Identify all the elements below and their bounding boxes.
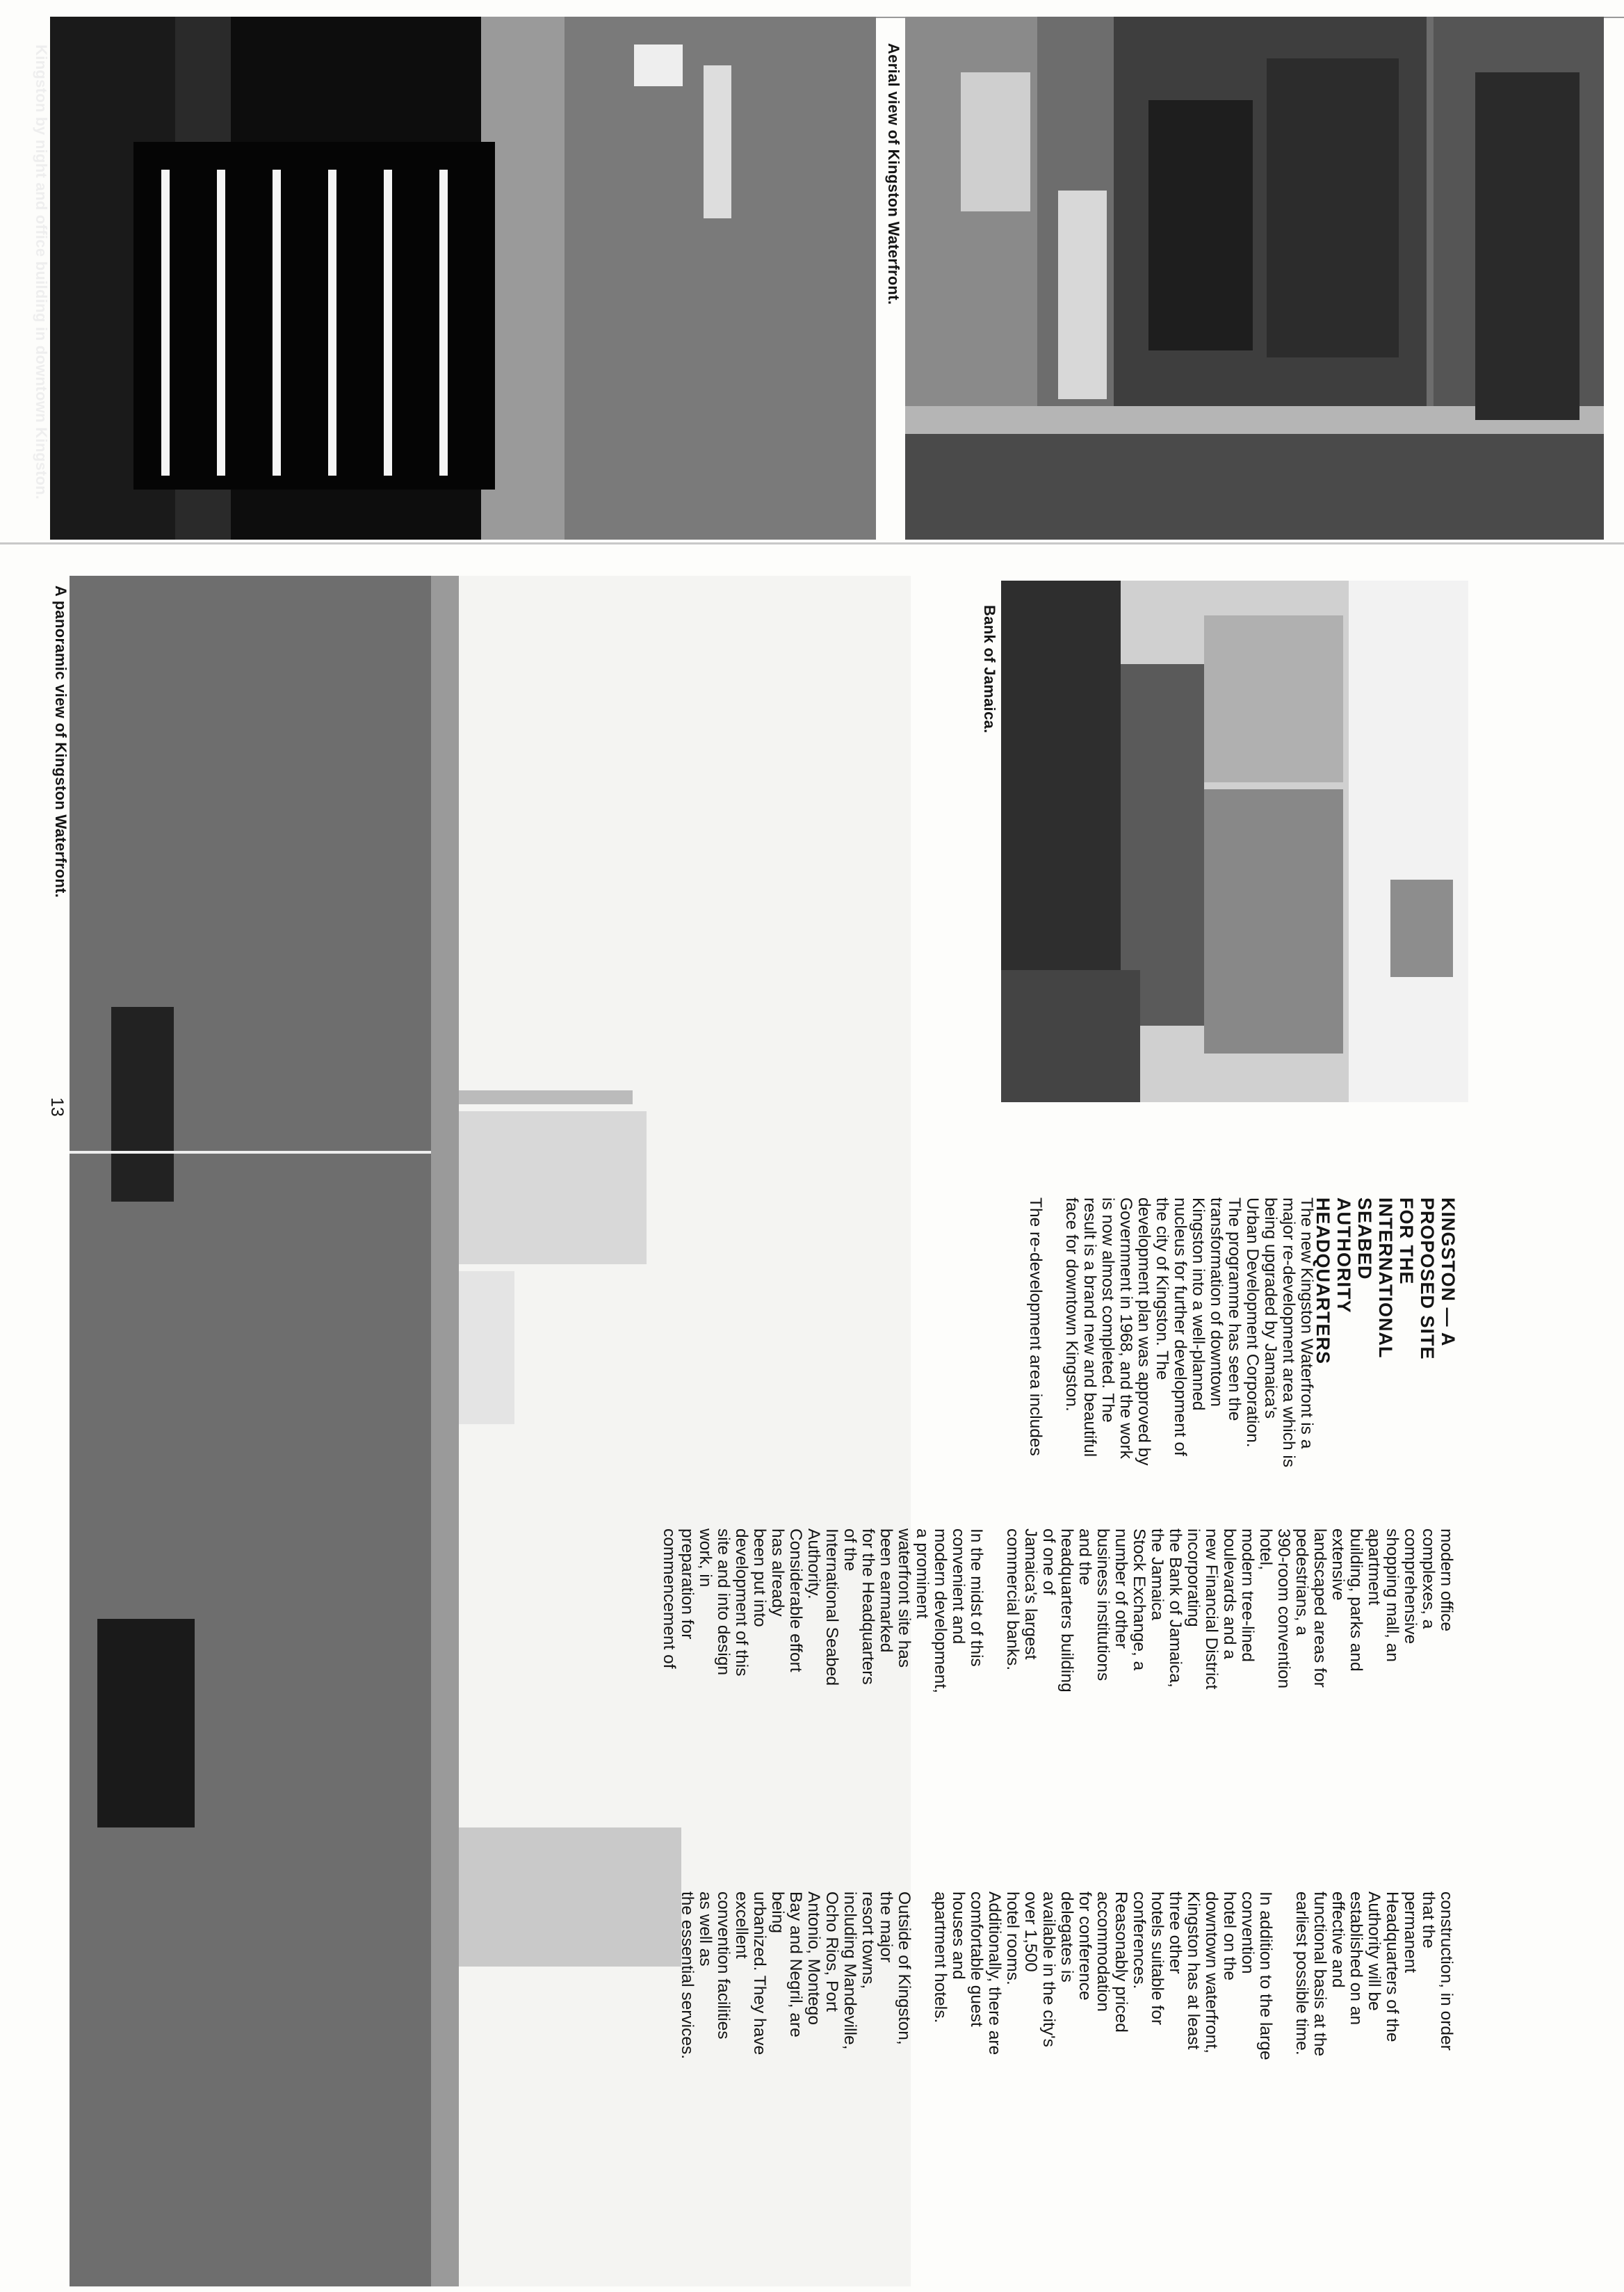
body-line: available in the city's over 1,500 [1021, 1891, 1058, 2047]
body-line: convention facilities as well as [696, 1891, 733, 2040]
body-line: Government in 1968, and the work [1116, 1197, 1135, 1459]
body-line: permanent Headquarters of the [1383, 1891, 1420, 2042]
body-line: preparation for commencement of [660, 1528, 697, 1669]
body-line: for conference delegates is [1057, 1891, 1094, 2001]
body-line: the essential services. [678, 1891, 697, 2060]
body-line: face for downtown Kingston. [1062, 1197, 1081, 1412]
body-line: the city of Kingston. The [1153, 1197, 1171, 1380]
body-line: International Seabed Authority. [804, 1528, 841, 1686]
body-line [985, 1528, 1003, 1697]
aerial-photo-image [905, 17, 1604, 540]
body-line: comfortable guest houses and [949, 1891, 986, 2027]
body-line: shopping mall, an apartment [1365, 1528, 1402, 1663]
body-line: urbanized. They have excellent [732, 1891, 769, 2056]
body-line: The re-development area includes [1026, 1197, 1045, 1456]
body-line: resort towns, including Mandeville, [841, 1891, 877, 2050]
body-line: Outside of Kingston, the major [877, 1891, 914, 2045]
body-line: headquarters building of one of [1039, 1528, 1076, 1693]
body-line [1274, 1891, 1292, 2060]
bank-of-jamaica-photo [1001, 581, 1468, 1102]
body-line: apartment hotels. [931, 1891, 950, 2024]
body-line: Ocho Rios, Port Antonio, Montego [804, 1891, 841, 2026]
heading-line: HEADQUARTERS [1313, 1197, 1333, 1365]
section-heading [1313, 1197, 1459, 1364]
body-line: hotels suitable for conferences. [1130, 1891, 1167, 2026]
body-line: The programme has seen the [1225, 1197, 1244, 1421]
aerial-caption: Aerial view of Kingston Waterfront. [885, 43, 902, 305]
body-line: being upgraded by Jamaica's [1261, 1197, 1280, 1419]
body-line: been put into development of this [732, 1528, 769, 1677]
body-line: The new Kingston Waterfront is a [1297, 1197, 1316, 1449]
night-caption: Kingston by night and office building in downtown Kingston. [33, 45, 50, 500]
body-line: site and into design work, in [696, 1528, 733, 1676]
body-line: hotel rooms. Additionally, there are [985, 1891, 1022, 2056]
body-line: Bay and Negril, are being [768, 1891, 805, 2037]
heading-line: SEABED AUTHORITY [1333, 1197, 1375, 1314]
body-line: earliest possible time. [1292, 1891, 1311, 2056]
body-line: Reasonably priced accommodation [1094, 1891, 1130, 2033]
body-line: 390-room convention hotel, [1256, 1528, 1293, 1689]
body-line: construction, in order that the [1419, 1891, 1456, 2051]
body-line: the Bank of Jamaica, the Jamaica [1148, 1528, 1185, 1688]
page-fold-line [0, 542, 1624, 544]
body-line: Urban Development Corporation. [1243, 1197, 1262, 1448]
body-line: landscaped areas for pedestrians, a [1292, 1528, 1329, 1688]
body-line [913, 1891, 931, 2060]
bank-of-jamaica-image [1001, 581, 1468, 1102]
body-line: Stock Exchange, a number of other [1112, 1528, 1148, 1671]
heading-line: FOR THE INTERNATIONAL [1375, 1197, 1417, 1359]
body-line: waterfront site has been earmarked [877, 1528, 914, 1668]
body-line: In addition to the large convention [1238, 1891, 1275, 2060]
text-column-2 [660, 1528, 1455, 1697]
body-line: effective and functional basis at the [1310, 1891, 1347, 2056]
body-line: Authority will be established on an [1347, 1891, 1383, 2026]
body-line: building, parks and extensive [1329, 1528, 1365, 1672]
text-column-3 [678, 1891, 1455, 2060]
body-line: development plan was approved by [1135, 1197, 1153, 1466]
body-line: nucleus for further development of [1171, 1197, 1189, 1456]
body-line [1044, 1197, 1062, 1467]
body-line: Considerable effort has already [768, 1528, 805, 1672]
body-line: for the Headquarters of the [841, 1528, 877, 1685]
text-column-1 [1026, 1197, 1315, 1467]
body-line: In the midst of this convenient and [949, 1528, 986, 1667]
body-line: modern development, a prominent [913, 1528, 950, 1693]
body-line: modern office [1437, 1528, 1456, 1631]
panorama-photo-gutter [70, 1151, 431, 1154]
body-line: business institutions and the [1075, 1528, 1112, 1681]
body-line: hotel on the downtown waterfront, [1202, 1891, 1239, 2053]
panorama-caption: A panoramic view of Kingston Waterfront. [52, 586, 70, 898]
body-line: is now almost completed. The [1098, 1197, 1117, 1423]
body-line: result is a brand new and beautiful [1080, 1197, 1099, 1458]
body-line: modern tree-lined boulevards and a [1220, 1528, 1257, 1663]
night-office-photo [50, 17, 876, 540]
body-line: major re-development area which is [1279, 1197, 1298, 1468]
page-number: 13 [47, 1097, 67, 1117]
body-line: complexes, a comprehensive [1401, 1528, 1438, 1645]
body-line: new Financial District incorporating [1184, 1528, 1221, 1690]
aerial-photo [905, 17, 1604, 540]
body-line: Kingston into a well-planned [1189, 1197, 1208, 1411]
night-office-image [50, 17, 876, 540]
body-line: transformation of downtown [1207, 1197, 1226, 1407]
body-line: Kingston has at least three other [1166, 1891, 1203, 2050]
body-line: Jamaica's largest commercial banks. [1003, 1528, 1040, 1671]
bank-caption: Bank of Jamaica. [981, 605, 998, 734]
heading-line: KINGSTON — A PROPOSED SITE [1417, 1197, 1459, 1360]
